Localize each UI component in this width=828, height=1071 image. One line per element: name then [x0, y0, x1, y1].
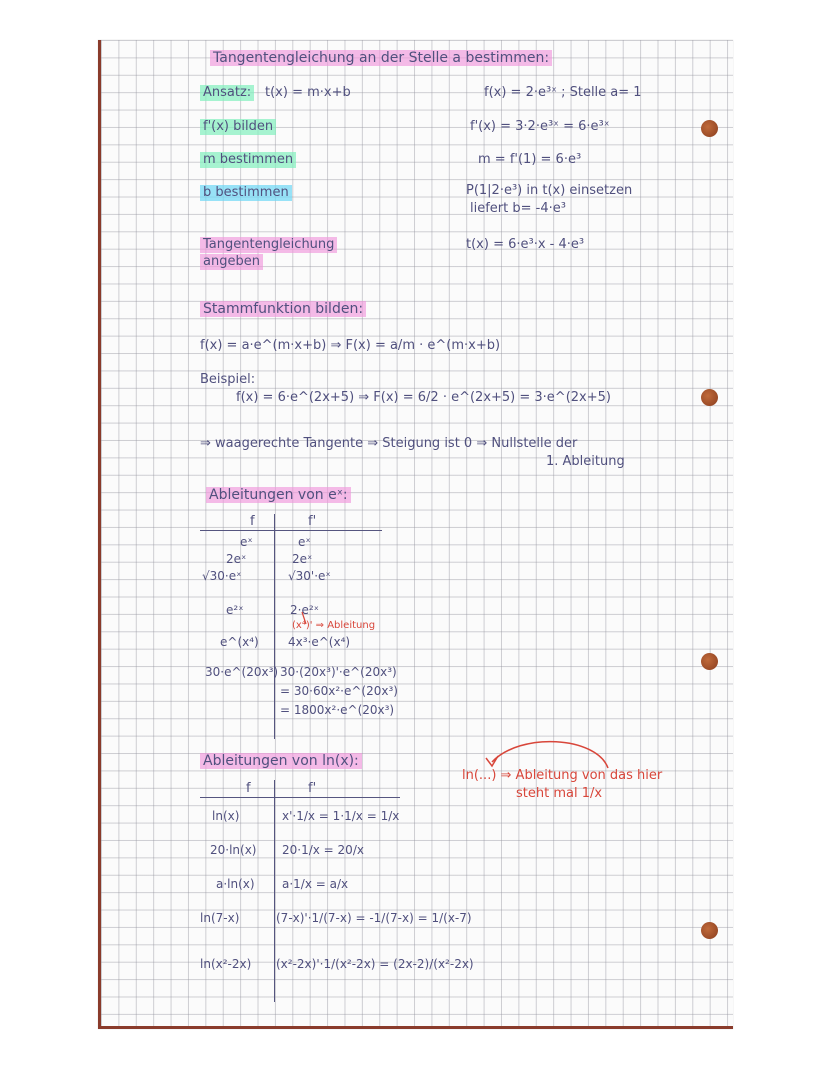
exp-row-f: 2eˣ: [226, 552, 247, 566]
ln-note-2: steht mal 1/x: [516, 786, 603, 801]
exp-row-f: e^(x⁴): [220, 635, 259, 649]
exp-row-f: √30·eˣ: [202, 569, 242, 583]
ln-note-1: ln(...) ⇒ Ableitung von das hier: [462, 768, 663, 783]
exp-extra-2: = 1800x²·e^(20x³): [280, 703, 395, 717]
step4-equation: t(x) = 6·e³·x - 4·e³: [466, 237, 585, 252]
horizontal-tangent-line2: 1. Ableitung: [546, 454, 625, 469]
example-equation: f(x) = 6·e^(2x+5) ⇒ F(x) = 6/2 · e^(2x+5) = 3·e^(2x+5): [236, 390, 611, 405]
ln-row-f: 20·ln(x): [210, 843, 257, 857]
ln-row-f: ln(7-x): [200, 911, 240, 925]
ln-head-f: f: [246, 781, 251, 796]
exp-head-fp: f': [308, 514, 317, 529]
step3-equation-2: liefert b= -4·e³: [470, 201, 566, 216]
exp-head-f: f: [250, 514, 255, 529]
step3-equation-1: P(1|2·e³) in t(x) einsetzen: [466, 183, 633, 198]
exp-row-fp: eˣ: [298, 535, 311, 549]
step3-label: b bestimmen: [200, 185, 292, 201]
exp-note: (x⁴)' ⇒ Ableitung: [292, 620, 376, 631]
antiderivative-title: Stammfunktion bilden:: [200, 301, 366, 317]
ln-row-f: a·ln(x): [216, 877, 255, 891]
step1-equation: f'(x) = 3·2·e³ˣ = 6·e³ˣ: [470, 119, 610, 134]
ln-row-fp: x'·1/x = 1·1/x = 1/x: [282, 809, 400, 823]
ansatz-label: Ansatz:: [200, 85, 254, 101]
exp-row-fp: √30'·eˣ: [288, 569, 331, 583]
exp-row-f: eˣ: [240, 535, 253, 549]
exp-row-fp: 4x³·e^(x⁴): [288, 635, 351, 649]
tangent-title: Tangentengleichung an der Stelle a bestimmen:: [210, 50, 552, 66]
step4-label-2: angeben: [200, 254, 263, 270]
antiderivative-rule: f(x) = a·e^(m·x+b) ⇒ F(x) = a/m · e^(m·x+b): [200, 338, 501, 353]
ansatz-equation: t(x) = m·x+b: [265, 85, 351, 100]
horizontal-tangent-line1: ⇒ waagerechte Tangente ⇒ Steigung ist 0 ⇒ Nullstelle der: [200, 436, 578, 451]
step2-equation: m = f'(1) = 6·e³: [478, 152, 582, 167]
ln-table-title: Ableitungen von ln(x):: [200, 753, 362, 769]
ln-row-fp: a·1/x = a/x: [282, 877, 349, 891]
exp-row-f: 30·e^(20x³): [205, 665, 279, 679]
exp-row-f: e²ˣ: [226, 603, 244, 617]
exp-row-fp: 2eˣ: [292, 552, 313, 566]
given-function: f(x) = 2·e³ˣ ; Stelle a= 1: [484, 85, 642, 100]
ln-row-f: ln(x): [212, 809, 240, 823]
ln-row-fp: (7-x)'·1/(7-x) = -1/(7-x) = 1/(x-7): [276, 911, 472, 925]
red-arrow-curve: [492, 742, 608, 768]
exp-table-title: Ableitungen von eˣ:: [206, 487, 351, 503]
exp-row-fp: 2·e²ˣ: [290, 603, 319, 617]
ln-head-fp: f': [308, 781, 317, 796]
example-label: Beispiel:: [200, 372, 256, 387]
ln-row-fp: 20·1/x = 20/x: [282, 843, 364, 857]
step1-label: f'(x) bilden: [200, 119, 276, 135]
exp-extra-1: = 30·60x²·e^(20x³): [280, 684, 398, 698]
exp-row-fp: 30·(20x³)'·e^(20x³): [280, 665, 397, 679]
red-note-arrow: [302, 612, 306, 624]
ln-row-f: ln(x²-2x): [200, 957, 252, 971]
ln-row-fp: (x²-2x)'·1/(x²-2x) = (2x-2)/(x²-2x): [276, 957, 474, 971]
step4-label-1: Tangentengleichung: [200, 237, 337, 253]
step2-label: m bestimmen: [200, 152, 296, 168]
